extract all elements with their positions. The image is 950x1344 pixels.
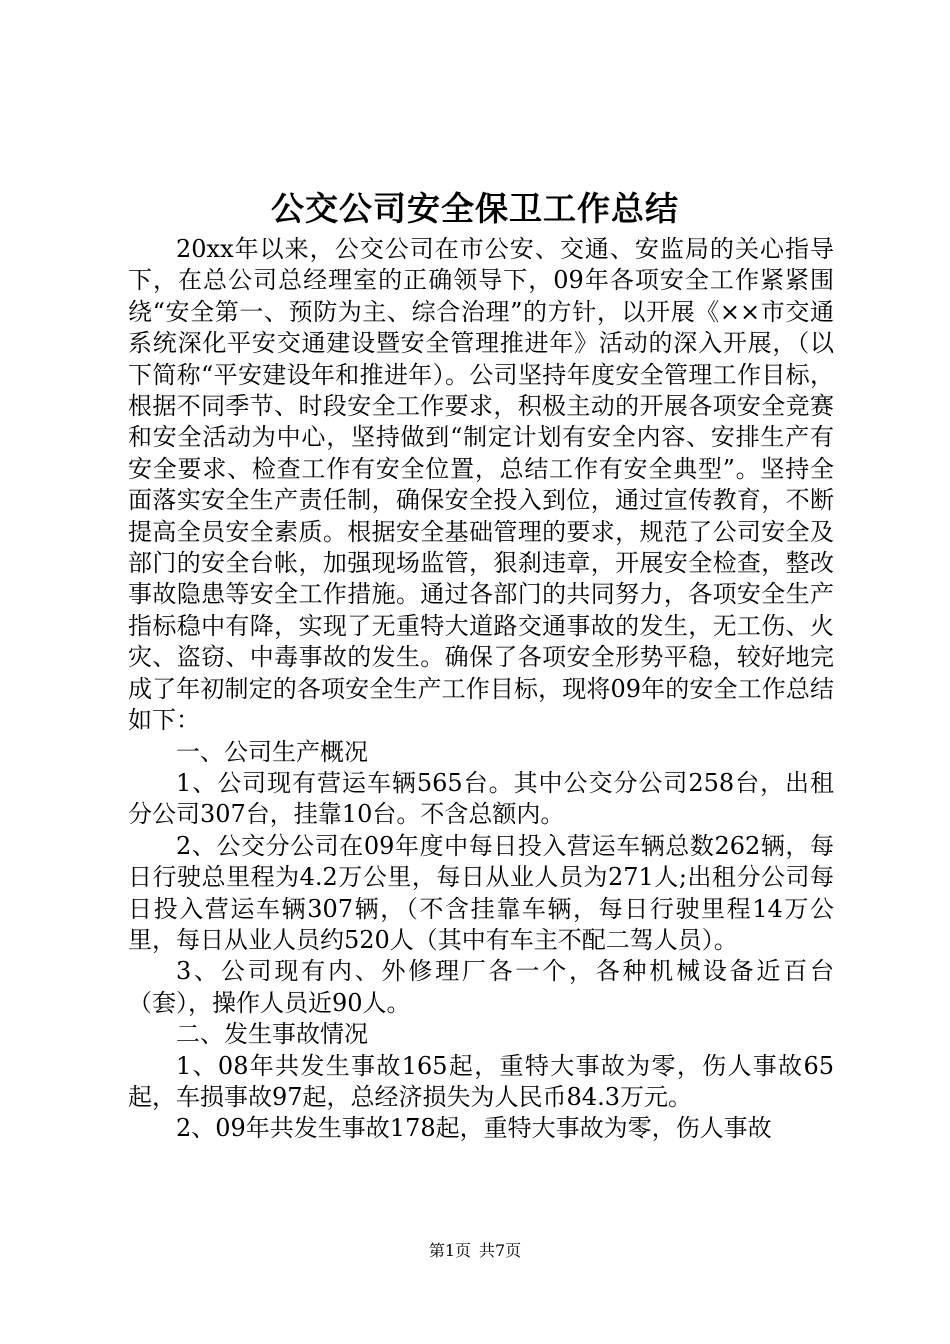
- paragraph-vehicles: 1、公司现有营运车辆565台。其中公交分公司258台，出租分公司307台，挂靠10台。不含总额内。: [128, 768, 834, 829]
- section-heading-production: 一、公司生产概况: [176, 737, 368, 766]
- paragraph-repair-shops: 3、公司现有内、外修理厂各一个，各种机械设备近百台（套），操作人员近90人。: [128, 957, 834, 1017]
- paragraph-daily-operation: 2、公交分公司在09年度中每日投入营运车辆总数262辆，每日行驶总里程为4.2万公里，每日从业人员为271人;出租分公司每日投入营运车辆307辆，（不含挂靠车辆，每日行驶里程14万公里，每日从业人员约520人（其中有车主不配二驾人员）。: [128, 831, 834, 954]
- page-number-total: 共7页: [479, 1241, 522, 1260]
- page-footer: [0, 1240, 950, 1262]
- intro-paragraph: 20xx年以来，公交公司在市公安、交通、安监局的关心指导下，在总公司总经理室的正确领导下，09年各项安全工作紧紧围绕“安全第一、预防为主、综合治理”的方针，以开展《××市交通系统深化平安交通建设暨安全管理推进年》活动的深入开展，（以下简称“平安建设年和推进年）。公司坚持年度安全管理工作目标，根据不同季节、时段安全工作要求，积极主动的开展各项安全竞赛和安全活动为中心，坚持做到“制定计划有安全内容、安排生产有安全要求、检查工作有安全位置，总结工作有安全典型”。坚持全面落实安全生产责任制，确保安全投入到位，通过宣传教育，不断提高全员安全素质。根据安全基础管理的要求，规范了公司安全及部门的安全台帐，加强现场监管，狠刹违章，开展安全检查，整改事故隐患等安全工作措施。通过各部门的共同努力，各项安全生产指标稳中有降，实现了无重特大道路交通事故的发生，无工伤、火灾、盗窃、中毒事故的发生。确保了各项安全形势平稳，较好地完成了年初制定的各项安全生产工作目标，现将09年的安全工作总结如下：: [128, 235, 834, 735]
- section-heading-accidents: 二、发生事故情况: [176, 1020, 368, 1049]
- document-title: 公交公司安全保卫工作总结: [271, 189, 679, 228]
- paragraph-accidents-09: 2、09年共发生事故178起，重特大事故为零，伤人事故: [176, 1114, 772, 1143]
- page-number-current: 第1页: [428, 1241, 471, 1260]
- paragraph-accidents-08: 1、08年共发生事故165起，重特大事故为零，伤人事故65起，车损事故97起，总经济损失为人民币84.3万元。: [128, 1051, 834, 1111]
- document-body: [128, 234, 834, 1145]
